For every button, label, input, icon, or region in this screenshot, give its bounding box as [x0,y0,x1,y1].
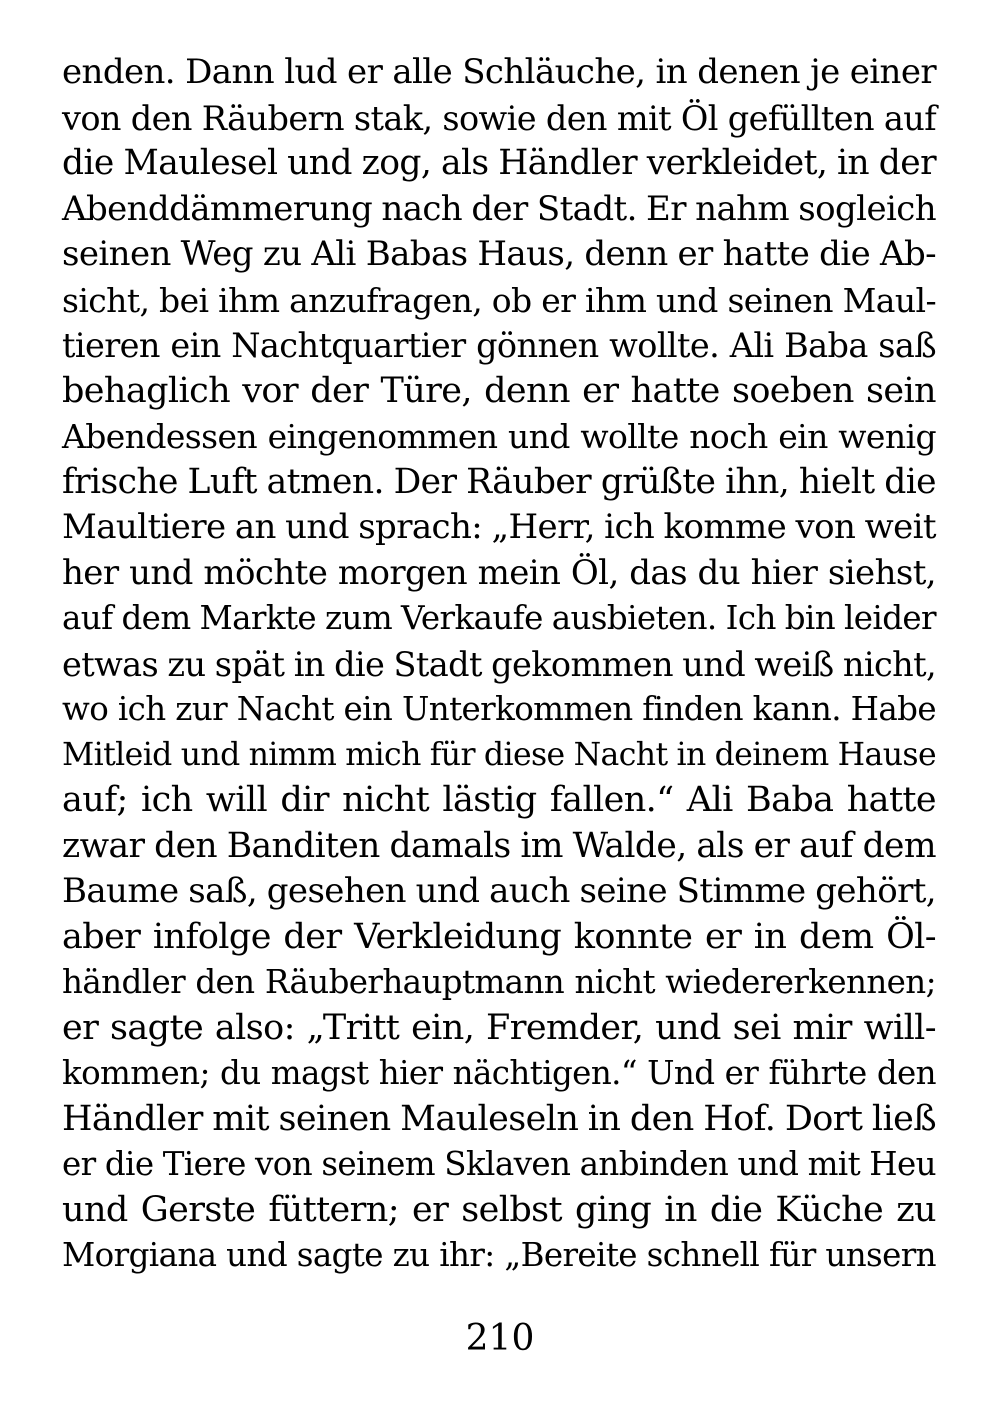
text-line: zwar den Banditen damals im Walde, als er auf dem [62,825,936,866]
body-text [62,50,936,1279]
page-number: 210 [465,1318,535,1359]
text-line: Maultiere an und sprach: „Herr, ich komme von weit [62,507,936,547]
text-line: Abendessen eingenommen und wollte noch ein wenig [62,417,936,456]
text-line: wo ich zur Nacht ein Unterkommen finden kann. Habe [62,690,936,728]
text-line: aber infolge der Verkleidung konnte er in dem Öl- [62,916,936,957]
text-line: Baume saß, gesehen und auch seine Stimme gehört, [62,871,936,911]
text-line: die Maulesel und zog, als Händler verkleidet, in der [62,143,936,183]
text-line: auf dem Markte zum Verkaufe ausbieten. Ich bin leider [62,599,936,637]
text-line: Mitleid und nimm mich für diese Nacht in deinem Hause [62,736,936,773]
text-line: frische Luft atmen. Der Räuber grüßte ihn, hielt die [62,461,936,502]
text-line: seinen Weg zu Ali Babas Haus, denn er hatte die Ab- [62,234,936,274]
text-line: händler den Räuberhauptmann nicht wiedererkennen; [62,963,936,1001]
text-line: kommen; du magst hier nächtigen.“ Und er führte den [62,1054,936,1092]
text-line: sicht, bei ihm anzufragen, ob er ihm und seinen Maul- [62,280,936,320]
text-line: auf; ich will dir nicht lästig fallen.“ Ali Baba hatte [62,780,936,820]
text-line: und Gerste füttern; er selbst ging in die Küche zu [62,1189,936,1230]
text-line: Abenddämmerung nach der Stadt. Er nahm sogleich [62,188,936,229]
text-line: er die Tiere von seinem Sklaven anbinden und mit Heu [62,1145,936,1183]
text-line: her und möchte morgen mein Öl, das du hier siehst, [62,552,936,593]
text-line: etwas zu spät in die Stadt gekommen und weiß nicht, [62,644,936,684]
text-line: er sagte also: „Tritt ein, Fremder, und sei mir will- [62,1007,936,1048]
text-line: Morgiana und sagte zu ihr: „Bereite schnell für unsern [62,1236,936,1274]
text-line: behaglich vor der Türe, denn er hatte soeben sein [62,370,936,411]
text-line: von den Räubern stak, sowie den mit Öl gefüllten auf [62,98,936,138]
text-line: tieren ein Nachtquartier gönnen wollte. Ali Baba saß [62,326,936,365]
text-line: enden. Dann lud er alle Schläuche, in denen je einer [62,52,936,92]
text-line: Händler mit seinen Mauleseln in den Hof. Dort ließ [62,1098,936,1139]
